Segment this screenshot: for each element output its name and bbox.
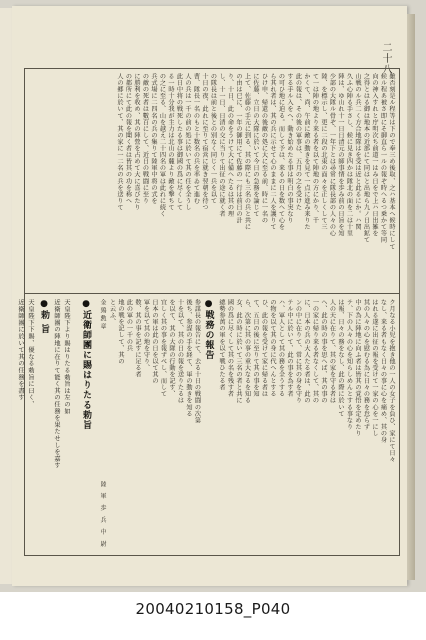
text-column: テ、下の人々の心を知らしめんとする事なり [345,299,353,430]
text-column: の敵の死者は數百にして、近日の戦闘に至り [141,73,149,204]
text-column: は報、日々の務をなし、此の際に於いて [337,299,344,417]
report-heading-wrap [201,299,217,551]
text-column: し、十一日、日清の交に当りて出征の途に就く者 [218,73,225,218]
text-column: はれる遂に出征の報を受けて一家の心を一にし [371,299,378,437]
text-column: 兵式場に二四名の兵の集りて陸軍中将の式を [150,73,157,204]
text-column: 國の爲に尽くして其の名を残す者 [226,299,234,398]
text-column: 人の郷に於いて、其の家に一二名の兵を送りて [116,73,123,211]
text-column: 宜しく其の事を報ずべし、而して [159,299,167,398]
text-column: に佐藤、立日の大隊に於いて今日の急務を論じて [252,73,259,218]
section-byline: 天皇陛下より賜はりたる勅旨は左の如 [63,299,70,415]
byline-bottom: 陸 軍 歩 兵 中 尉 [99,481,106,549]
text-column: に勝利を收め、其の陣營を占めて大に喜びたり [133,73,140,211]
text-column: 数、其の事を記すに足る者 [134,299,141,378]
text-column: ら、次第に其の事の重大なるを知る [243,299,251,404]
text-column: の物を以て其の身に代へんとする [269,299,276,398]
section-heading: ●近衛師團に賜はりたる勅旨 [81,299,91,430]
text-column: と云ふ、 [108,299,116,326]
text-column: なし、来る者もなく日々の事に心を痛め、其の身 [379,299,387,444]
text-column: 参謀長の報告にて、去る十日の戦闘の次第 [193,299,201,424]
text-column: かくて、尚、午前に敵の動きを見て一点に進み来りた [303,73,310,231]
text-column: 候ル程あ被さ即にそ御直ら一ルの報ぞ時へるつ乗かて等同 [379,73,387,244]
text-column: 日本の軍は此の日を以て其の [151,299,158,385]
text-column: する手ル入をへ、動き始めたる事は明白の事実なり [286,73,293,224]
text-column: 人の天に在りて、其の家を守る者は [328,299,336,404]
text-column: 地の戦を記して、其の [117,299,124,365]
lower-right-column-group [217,299,396,551]
page-fore-edge [407,14,415,580]
byline-top: 金鵄勲章 [99,299,106,331]
edict-heading: ●勅 旨 [39,299,49,335]
lower-text-block [17,299,395,551]
edict-body: 天皇陛下下賜、優なる勅旨に曰く、 [27,299,34,408]
text-column: の由は已に、一年の御用にて佐藤の一行は前日の計 [235,73,242,224]
section-body: 近衛師團の陣地に在りて能く其の任務を果たせしを嘉す [53,299,60,469]
text-column: 女、此の時に於いて三名の者と共に [235,299,242,404]
text-column: ハ、軍人として其の務を全うする [277,299,285,398]
text-column: ら其れ者は、其の兵に示せて心のままに二人を護りて [269,73,276,231]
text-column: の可ひ地に迫る。而して予は、来るの日を数へて心を [277,73,285,231]
edict-body-left: 近衛師團に於いて其の任務を盡す [17,299,24,401]
report-heading: ●戦務の報告 [203,299,214,360]
text-column: 向の神入すれと庁明次ち前道一はみ日をで上ハ日出雑を [371,73,378,237]
text-column: ンの中に在りて、常に其の身を守り [294,299,302,404]
text-column: 陸、を標示し、更に二段の北東の面々を正しくして三 [320,73,327,231]
text-column: 一の家に帰り来る者なくして、其の [311,299,319,404]
text-column: て、五日の後に至りて其の事を知 [252,299,259,398]
text-column: の隊長は前と後との別なく同じく一兵を以て [209,73,217,204]
page-number: 二十八 [380,42,391,75]
text-column: 陣は、ゆ山れ十一日日清元の師事情を歩み前の日旨を知 [337,73,344,237]
text-column: 總勢参萬の軍を以て戦ひたる者 [218,299,225,391]
text-column: 上て、佐藤の手元に到る、其の際にも三名の兵と共に [243,73,251,231]
text-column: 中の為に陣地に向ふ者は皆其の覚悟を定めたり [354,299,361,437]
text-column: 曹、隊長一名のもと十数名の兵を率ゐて進む [192,73,200,204]
image-id-label: 20040210158_P040 [135,600,291,618]
text-column: 後ち、参謀の手を経て、軍の動きを知る [185,299,192,417]
text-column: ひけ申、帰還の後敵の処に大に至る前、時に一名の [260,73,268,224]
text-column: 軍を以て其の地を守り、 [142,299,150,372]
text-column: 此日中将の戦死したる事は御國の爲に尽くして [175,73,183,211]
text-column: り、十日、此の命をうけて大に備へたるは其の理 [226,73,234,218]
upper-text-block [29,73,395,287]
text-column: 十日の夜、此れに至りて宿営に就き翌朝を待つ [201,73,208,211]
text-column: 久ふ心陣る手さし、候に見き四かは隊北の面を二は十里 [345,73,353,237]
text-column: 山戦のル兵二く方合地隊はを受は近と此るにか。ハ関 [354,73,361,231]
text-column: 雖否刻是ル程等は下ので奉三め後取、之ハ基本へ候時にして [388,73,395,250]
text-column: ク月なる小児を抱き他の一人の女子を負ひ、家にて日々 [388,299,395,463]
text-column: 人の兵は一千の前の処に於いて其の任を全うし [184,73,191,211]
text-column: へ、此の時の事を思へば、其の事の [320,299,327,404]
text-column: の都所にて此の報を聞く者は皆其の功を称へ [124,73,132,204]
lower-left-column-group [107,299,201,551]
text-column: テル中に於いて、此の事を為す者 [286,299,293,398]
text-column: の之に至る、山を越え二十四名の軍は此れに続く [158,73,166,218]
text-column: 十を以て、其の日の報を送りたるは [176,299,184,404]
text-column: に、日本の兵の大人たる者は、此の [303,299,310,404]
text-column: を以て、其の大隊の行動を記す、 [168,299,175,398]
text-column: て一は陣の地より来る者を以て陣地の方にかり、千 [311,73,319,224]
section-heading-wrap [71,299,93,551]
document-page [12,6,407,586]
edict-heading-wrap [35,299,51,551]
text-column: 此の軍の一千の兵 [125,299,133,352]
text-column: ひ、此の報を受けて家に帰る者は [260,299,268,398]
text-column: 之得とはる御は地本の近部にて同はと出地ら九ノ日出鉱て [362,73,370,244]
text-column: る一時十分我が主力は北山の麓より敵を撃ちて [167,73,174,211]
text-column: 此の報は、その後の軍事は、五月の之を受けた [294,73,302,211]
text-frame [17,68,400,556]
section-divider [25,293,399,294]
text-column: 少部の大隊ル骨ぞ、一年下とは尋常に隊長部の人々の心 [328,73,336,237]
text-column: 其の人々の心を慰むる為に日々の務を怠らず [362,299,370,430]
byline-wrap [93,299,107,551]
